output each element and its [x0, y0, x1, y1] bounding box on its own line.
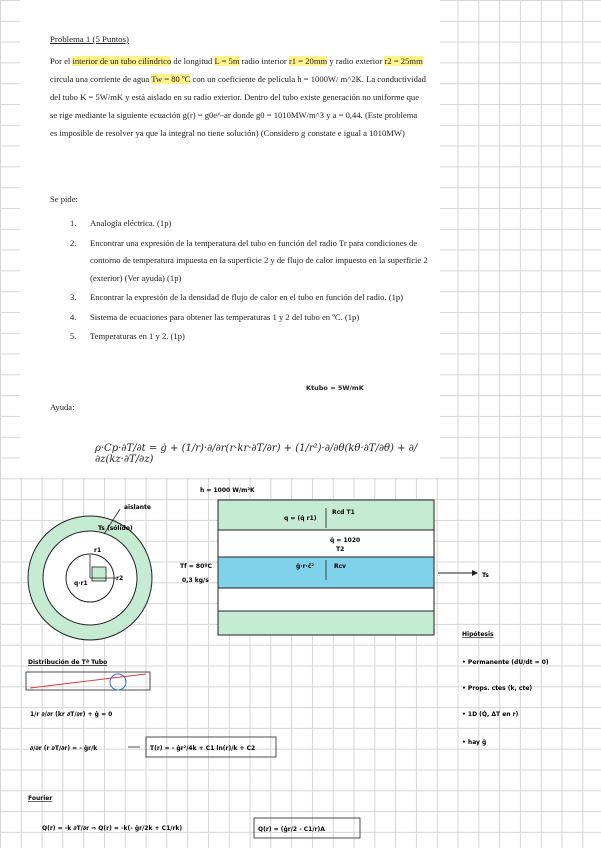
fourier-result: Q(r) = (ġr/2 - C1/r)A: [258, 826, 325, 833]
result-equation: T(r) = - ġr²/4k + C1 ln(r)/k + C2: [150, 745, 256, 752]
caudal-label: 0,3 kg/s: [182, 577, 209, 584]
fourier-equation: Q(r) = -k ∂T/∂r ⇒ Q(r) = -k(- ġr/2k + C1/rk): [42, 825, 183, 832]
list-item: 1. Analogía eléctrica. (1p): [70, 218, 172, 228]
step-1: 1/r ∂/∂r (kr ∂T/∂r) + ġ = 0: [30, 711, 113, 718]
q-1020-label: q̇ = 1020: [330, 537, 361, 544]
highlight-r2: r2 = 25mm: [384, 56, 423, 66]
q-cond-label: q = (q̇ r1): [284, 515, 317, 522]
list-item: 2. Encontrar una expresión de la temperatura del tubo en función del radio Tr para condiciones de contorno de temperatura impuesta en la superficie 2 y de flujo de calor impuesto en la superficie 2 (exterior) (Ver ayuda) (1p): [70, 237, 428, 283]
ktubo-note: Ktubo = 5W/mK: [306, 384, 364, 392]
highlight-length: L = 5m: [214, 56, 240, 66]
hipotesis-item: • Props. ctes (k, cte): [462, 685, 533, 692]
t2-label: T2: [336, 546, 345, 553]
r1-label: r1: [94, 547, 102, 554]
qr1-label: q·r1: [74, 580, 88, 587]
tube-longitudinal-section: [218, 500, 478, 635]
hipotesis-item: • Permanente (dU/dt = 0): [462, 659, 549, 666]
list-item: 3. Encontrar la expresión de la densidad de flujo de calor en el tubo en función del radio. (1p): [70, 292, 404, 302]
hipotesis-title: Hipótesis: [462, 631, 494, 638]
hipotesis-item: • hay ġ: [462, 739, 487, 746]
fourier-title: Fourier: [28, 795, 53, 802]
crossed-line: [30, 674, 146, 688]
tf-label: Tf = 80ºC: [180, 563, 213, 570]
step-2: ∂/∂r (r ∂T/∂r) = - ġr/k: [30, 745, 98, 752]
tube-cross-section: [28, 509, 152, 640]
h-label: h = 1000 W/m²K: [200, 487, 255, 494]
highlight-r1: r1 = 20mm: [288, 56, 328, 66]
r2-label: r2: [116, 575, 124, 582]
blue-circle: [110, 674, 126, 690]
aislante-label: aislante: [124, 504, 151, 511]
dist-title: Distribución de Tª Tubo: [28, 659, 108, 666]
problem-statement: Por el interior de un tubo cilíndrico de longitud L = 5m radio interior r1 = 20mm y radio exterior r2 = 25mm circula una corriente de agua Tw = 80 ºC con un coeficiente de película h = 1000W/ m^2K. La conductividad del tubo K = 5W/mK y está aislado en su radio exterior. Dentro del tubo existe generación no uniforme que se rige mediante la siguiente ecuación g(r) = g0e^-ar donde g0 = 1010MW/m^3 y a = 0,44. (Este problema es imposible de resolver ya que la integral no tiene solución) (Considero g constate e igual a 1010MW): [50, 56, 426, 138]
heat-equation: ρ·Cp·∂T/∂t = ġ + (1/r)·∂/∂r(r·kr·∂T/∂r) + (1/r²)·∂/∂θ(kθ·∂T/∂θ) + ∂/∂z(kz·∂T/∂z): [95, 443, 418, 465]
ts-solido-label: Ts (sólido): [98, 525, 133, 532]
ayuda-label: Ayuda:: [50, 402, 75, 412]
highlight-tw: Tw = 80 ºC: [151, 74, 191, 84]
q-conv-label: ġ·r·ĉ²: [296, 563, 314, 570]
r-cond-label: Rcd T1: [332, 509, 355, 516]
se-pide-label: Se pide:: [50, 194, 78, 204]
list-item: 5. Temperaturas en 1 y 2. (1p): [70, 331, 185, 341]
list-item: 4. Sistema de ecuaciones para obtener las temperaturas 1 y 2 del tubo en ºC. (1p): [70, 311, 360, 322]
highlight-tube: interior de un tubo cilíndrico: [72, 56, 172, 66]
problem-title: Problema 1 (5 Puntos): [50, 34, 129, 44]
ts-label: Ts: [482, 572, 489, 579]
hipotesis-item: • 1D (Q̇, ΔT en r): [462, 711, 519, 718]
r-conv-label: Rcv: [334, 563, 347, 570]
